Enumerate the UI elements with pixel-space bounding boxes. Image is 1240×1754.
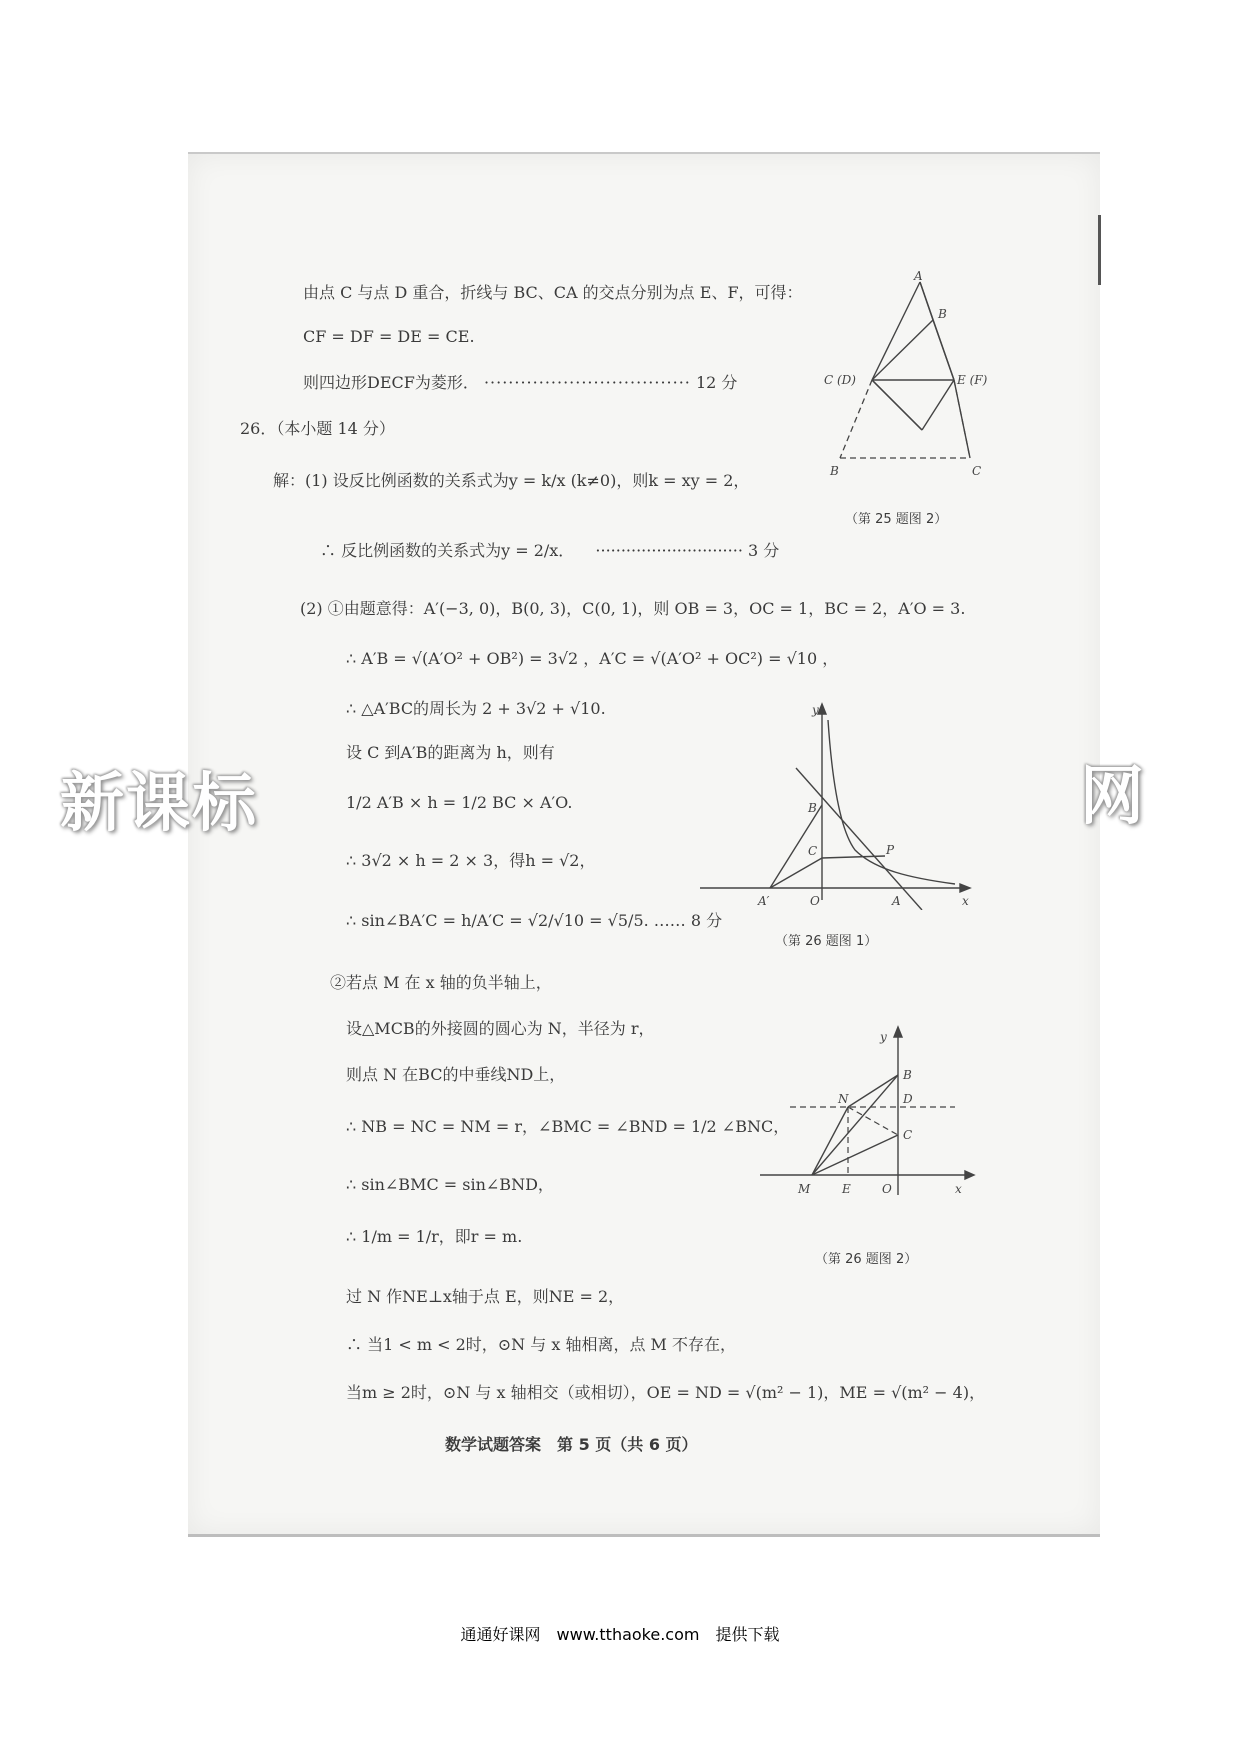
fig25-label-a: A <box>914 270 923 283</box>
solution-line-6: 设 C 到A′B的距离为 h，则有 <box>346 743 555 762</box>
solution-line-4: ∴ A′B = √(A′O² + OB²) = 3√2 ，A′C = √(A′O² + OC²) = √10 ， <box>346 649 839 668</box>
fig26a-label-p: P <box>886 843 895 857</box>
scan-edge <box>1098 215 1101 285</box>
fig25-label-c: C <box>972 464 982 478</box>
solution-line-17: ∴ 当1 < m < 2时，⊙N 与 x 轴相离，点 M 不存在， <box>346 1335 737 1354</box>
score-3: 3 分 <box>748 541 780 560</box>
caption-fig26-2: （第 26 题图 2） <box>815 1252 918 1267</box>
fig26b-label-y: y <box>880 1030 887 1044</box>
site-credit: 通通好课网 www.tthaoke.com 提供下载 <box>460 1625 780 1644</box>
solution-line-8: ∴ 3√2 × h = 2 × 3，得h = √2， <box>346 851 596 870</box>
question-26-header: 26．（本小题 14 分） <box>240 419 395 438</box>
caption-fig26-1: （第 26 题图 1） <box>775 934 878 949</box>
fig25-label-b1: B <box>938 307 947 321</box>
fig26b-label-x: x <box>955 1182 962 1196</box>
fig26a-label-a: A <box>892 894 901 908</box>
fig26b-label-d: D <box>903 1092 913 1106</box>
solution-line-16: 过 N 作NE⊥x轴于点 E，则NE = 2， <box>346 1287 625 1306</box>
score-8: …… 8 分 <box>653 911 723 930</box>
fig26a-label-x: x <box>962 894 969 908</box>
figure-26-2-diagram <box>760 1025 980 1225</box>
fig26a-label-o: O <box>810 894 820 908</box>
solution-line-1: 解：(1) 设反比例函数的关系式为y = k/x (k≠0)，则k = xy = 2， <box>273 471 750 490</box>
fig26b-label-m: M <box>798 1182 811 1196</box>
solution-line-15: ∴ 1/m = 1/r，即r = m. <box>346 1227 523 1246</box>
fig26b-label-c: C <box>903 1128 913 1142</box>
solution-line-2: ∴ 反比例函数的关系式为y = 2/x． ····························· 3 分 <box>320 541 780 560</box>
fig26a-label-b: B <box>808 801 817 815</box>
caption-fig25: （第 25 题图 2） <box>845 512 948 527</box>
fig25-label-ef: E (F) <box>957 373 988 387</box>
fig26a-label-a1: A′ <box>758 894 770 908</box>
line-2: CF = DF = DE = CE. <box>303 327 475 346</box>
solution-line-13: ∴ NB = NC = NM = r，∠BMC = ∠BND = 1/2 ∠BNC， <box>346 1117 790 1136</box>
score-12: 12 分 <box>695 373 738 392</box>
solution-line-7: 1/2 A′B × h = 1/2 BC × A′O. <box>346 793 573 812</box>
watermark-left: 新课标 <box>60 767 258 841</box>
line-3: 则四边形DECF为菱形． ·································· 12 分 <box>303 373 738 392</box>
watermark-right: 网 <box>1080 760 1146 834</box>
fig26a-label-c: C <box>808 844 818 858</box>
fig26b-label-e: E <box>842 1182 851 1196</box>
solution-line-3: (2) ①由题意得：A′(−3, 0)，B(0, 3)，C(0, 1)，则 OB = 3，OC = 1，BC = 2，A′O = 3. <box>300 599 966 618</box>
solution-line-12: 则点 N 在BC的中垂线ND上， <box>346 1065 566 1084</box>
solution-line-10: ②若点 M 在 x 轴的负半轴上， <box>330 973 552 992</box>
solution-line-9: ∴ sin∠BA′C = h/A′C = √2/√10 = √5/5. …… 8 分 <box>346 911 723 930</box>
figure-26-1-diagram <box>690 700 980 910</box>
fig25-label-cd: C (D) <box>824 373 856 387</box>
fig26a-label-y: y <box>812 703 819 717</box>
fig26b-label-n: N <box>838 1092 849 1106</box>
solution-line-18: 当m ≥ 2时，⊙N 与 x 轴相交（或相切），OE = ND = √(m² − 1)，ME = √(m² − 4)， <box>346 1383 986 1402</box>
fig26b-label-o: O <box>882 1182 892 1196</box>
solution-line-5: ∴ △A′BC的周长为 2 + 3√2 + √10. <box>346 699 606 718</box>
fig26b-label-b: B <box>903 1068 912 1082</box>
page-footer: 数学试题答案 第 5 页（共 6 页） <box>445 1435 698 1454</box>
figure-25-diagram <box>820 270 1000 485</box>
solution-line-14: ∴ sin∠BMC = sin∠BND， <box>346 1175 554 1194</box>
line-1: 由点 C 与点 D 重合，折线与 BC、CA 的交点分别为点 E、F，可得： <box>303 283 803 302</box>
fig25-label-b2: B <box>830 464 839 478</box>
solution-line-11: 设△MCB的外接圆的圆心为 N，半径为 r， <box>346 1019 655 1038</box>
